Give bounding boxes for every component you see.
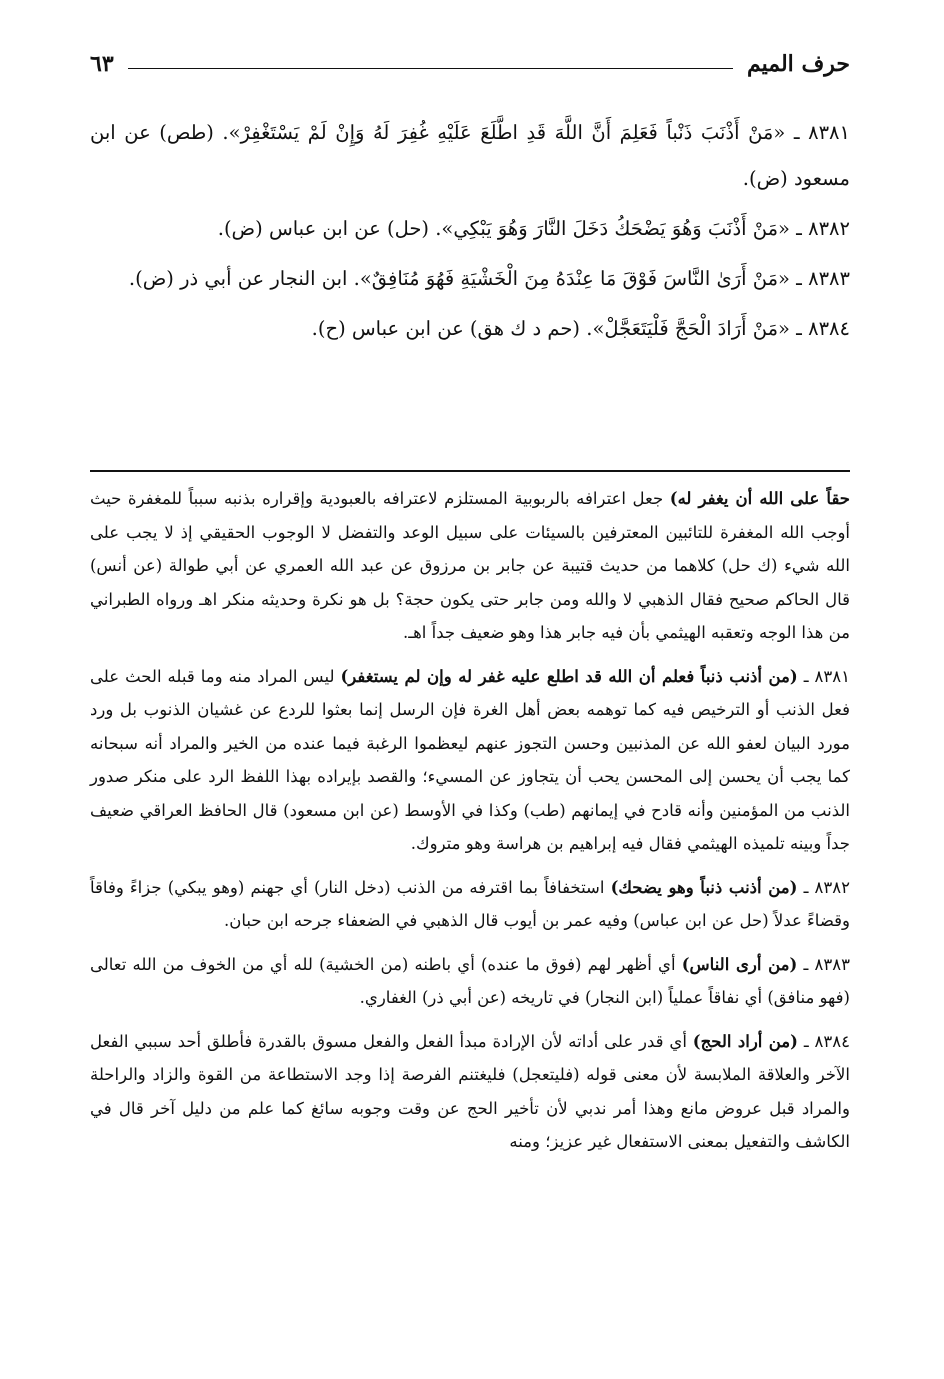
hadith-text: «مَنْ أَذْنَبَ ذَنْباً فَعَلِمَ أَنَّ اللَّهَ قَدِ اطَّلَعَ عَلَيْهِ غُفِرَ لَهُ وَإِنْ لَمْ يَسْتَغْفِرْ». (طص) عن ابن مسعود (ض). [90,121,850,190]
commentary-body: أي قدر على أداته لأن الإرادة مبدأ الفعل والفعل مسوق بالقدرة فأطلق أحد سببي الفعل الآخر والعلاقة الملابسة لأن معنى قوله (فليتعجل) فليغتنم الفرصة إذا وجد الاستطاعة من القوة والزاد والراحلة والمراد قبل عروض مانع وهذا أمر ندبي لأن تأخير الحج عن وقت وجوبه سائغ كما علم من دليل آخر قال في الكاشف والتفعيل بمعنى الاستفعال غير عزيز؛ ومنه [90,1031,850,1151]
commentary-lead: حقاً على الله أن يغفر له) [669,489,850,508]
hadith-text: «مَنْ أَرَىٰ النَّاسَ فَوْقَ مَا عِنْدَهُ مِنَ الْخَشْيَةِ فَهُوَ مُنَافِقٌ». ابن النجار عن أبي ذر (ض). [128,267,790,290]
commentary-paragraph [90,482,850,650]
commentary-paragraph [90,871,850,938]
commentary-body: ليس المراد منه وما قبله الحث على فعل الذنب أو الترخيص فيه كما توهمه بعض أهل الغرة فإن الرسل إنما بعثوا للردع عن غشيان الذنوب بل ورد مورد البيان لعفو الله عن المذنبين وحسن التجوز عنهم ليعظموا الرغبة فيما عنده من الخير والمراد أنه سبحانه كما يجب أن يحسن إلى المحسن يحب أن يتجاوز عن المسيء؛ والقصد بإيراده بهذا اللفظ الرد على منكر صدور الذنب من المؤمنين وأنه قادح في إيمانهم (طب) وكذا في الأوسط (عن ابن مسعود) قال الحافظ العراقي ضعيف جداً وبينه تلميذه الهيثمي فقال فيه إبراهيم بن هراسة وهو متروك. [90,666,850,853]
commentary-lead: (من أذنب ذنباً وهو يضحك) [610,877,798,897]
commentary-lead: (من أذنب ذنباً فعلم أن الله قد اطلع عليه غفر له وإن لم يستغفر) [340,666,798,686]
hadith-list [90,110,850,356]
commentary-number: ٨٣٨٤ ـ [803,1031,850,1051]
hadith-entry [90,206,850,252]
commentary-paragraph [90,1025,850,1159]
hadith-number: ٨٣٨٤ ـ [796,317,850,340]
commentary-number: ٨٣٨١ ـ [803,666,850,686]
hadith-text: «مَنْ أَذْنَبَ وَهُوَ يَضْحَكُ دَخَلَ النَّارَ وَهُوَ يَبْكِي». (حل) عن ابن عباس (ض). [217,217,790,240]
hadith-number: ٨٣٨٢ ـ [796,217,850,240]
header-rule [128,68,733,69]
commentary-section [90,482,850,1169]
hadith-number: ٨٣٨١ ـ [793,121,850,144]
hadith-entry [90,306,850,352]
hadith-entry [90,110,850,202]
commentary-body: استخفافاً بما اقترفه من الذنب (دخل النار) أي جهنم (وهو يبكي) جزاءً وفاقاً وقضاءً عدلاً (حل عن ابن عباس) وفيه عمر بن أيوب قال الذهبي في الضعفاء جرحه ابن حبان. [90,877,850,930]
footnote-separator [90,470,850,472]
hadith-entry [90,256,850,302]
book-page [90,0,850,1379]
commentary-lead: (من أراد الحج) [692,1031,798,1051]
page-header [90,44,850,84]
commentary-lead: (من أرى الناس) [681,954,798,974]
hadith-text: «مَنْ أَرَادَ الْحَجَّ فَلْيَتَعَجَّلْ». (حم د ك هق) عن ابن عباس (ح). [311,317,790,340]
commentary-body: جعل اعترافه بالربوبية المستلزم لاعترافه بالعبودية وإقراره بذنبه سبباً للمغفرة حيث أوجب الله المغفرة للتائبين المعترفين بالسيئات على سبيل الوعد والتفضل لا الوجوب الحقيقي إذ لا يجب على الله شيء (ك حل) كلاهما من حديث قتيبة عن جابر بن مرزوق عن عبد الله العمري عن أبي طوالة (عن أنس) قال الحاكم صحيح فقال الذهبي لا والله ومن جابر حتى يكون حجة؟ بل هو نكرة وحديثه منكر اهـ ورواه الطبراني من هذا الوجه وتعقبه الهيثمي بأن فيه جابر هذا وهو ضعيف جداً اهـ. [90,489,850,642]
commentary-number: ٨٣٨٣ ـ [803,954,850,974]
commentary-number: ٨٣٨٢ ـ [803,877,850,897]
commentary-paragraph [90,948,850,1015]
commentary-body: أي أظهر لهم (فوق ما عنده) أي باطنه (من الخشية) لله أي من الخوف من الله تعالى (فهو منافق) أي نفاقاً عملياً (ابن النجار) في تاريخه (عن أبي ذر) الغفاري. [90,954,850,1007]
hadith-number: ٨٣٨٣ ـ [796,267,850,290]
chapter-title: حرف الميم [746,51,850,77]
commentary-paragraph [90,660,850,861]
page-number: ٦٣ [90,51,114,77]
